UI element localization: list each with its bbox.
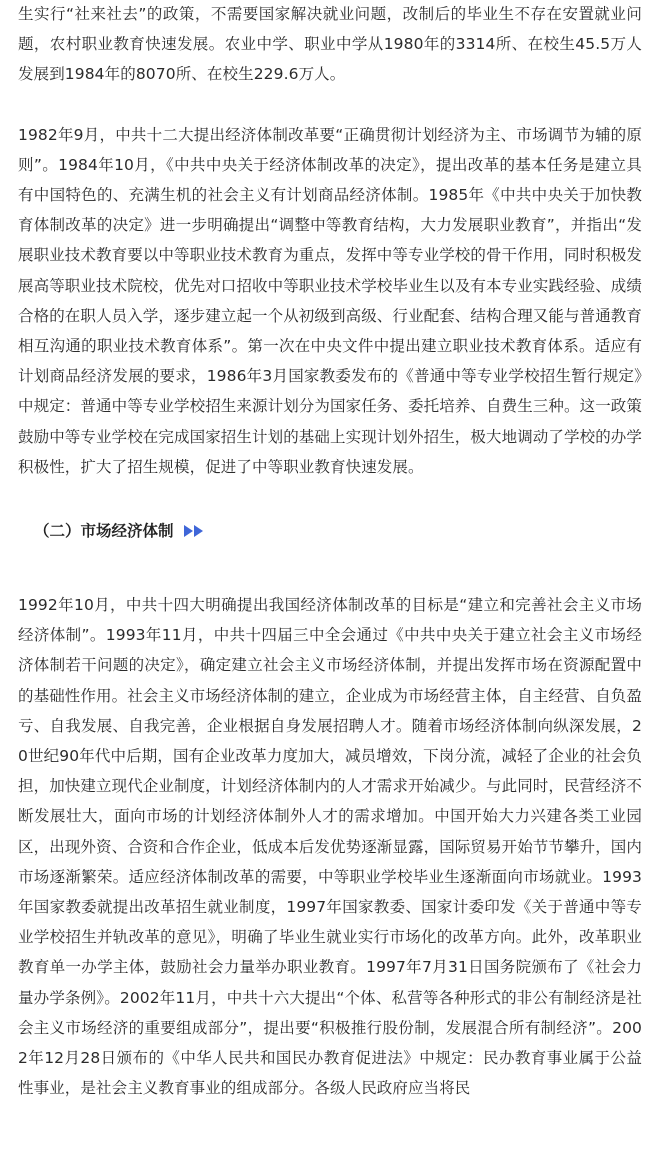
paragraph-planned-commodity-economy: 1982年9月，中共十二大提出经济体制改革要“正确贯彻计划经济为主、市场调节为辅的原则”。1984年10月，《中共中央关于经济体制改革的决定》，提出改革的基本任务是建立具有中国特色的、充满生机的社会主义有计划商品经济体制。1985年《中共中央关于加快教育体制改革的决定》进一步明确提出“调整中等教育结构，大力发展职业教育”，并指出“发展职业技术教育要以中等职业技术教育为重点，发挥中等专业学校的骨干作用，同时积极发展高等职业技术院校，优先对口招收中等职业技术学校毕业生以及有本专业实践经验、成绩合格的在职人员入学，逐步建立起一个从初级到高级、行业配套、结构合理又能与普通教育相互沟通的职业技术教育体系”。第一次在中央文件中提出建立职业技术教育体系。适应有计划商品经济发展的要求，1986年3月国家教委发布的《普通中等专业学校招生暂行规定》中规定：普通中等专业学校招生来源计划分为国家任务、委托培养、自费生三种。这一政策鼓励中等专业学校在完成国家招生计划的基础上实现计划外招生，极大地调动了学校的办学积极性，扩大了招生规模，促进了中等职业教育快速发展。 bbox=[18, 125, 643, 476]
paragraph-market-economy-system: 1992年10月，中共十四大明确提出我国经济体制改革的目标是“建立和完善社会主义市场经济体制”。1993年11月，中共十四届三中全会通过《中共中央关于建立社会主义市场经济体制若干问题的决定》，确定建立社会主义市场经济体制，并提出发挥市场在资源配置中的基础性作用。社会主义市场经济体制的建立，企业成为市场经营主体，自主经营、自负盈亏、自我发展、自我完善，企业根据自身发展招聘人才。随着市场经济体制向纵深发展，20世纪90年代中后期，国有企业改革力度加大，减员增效，下岗分流，减轻了企业的社会负担，加快建立现代企业制度，计划经济体制内的人才需求开始减少。与此同时，民营经济不断发展壮大，面向市场的计划经济体制外人才的需求增加。中国开始大力兴建各类工业园区，出现外资、合资和合作企业，低成本后发优势逐渐显露，国际贸易开始节节攀升，国内市场逐渐繁荣。适应经济体制改革的需要，中等职业学校毕业生逐渐面向市场就业。1993年国家教委就提出改革招生就业制度，1997年国家教委、国家计委印发《关于普通中等专业学校招生并轨改革的意见》，明确了毕业生就业实行市场化的改革方向。此外，改革职业教育单一办学主体，鼓励社会力量举办职业教育。1997年7月31日国务院颁布了《社会力量办学条例》。2002年11月，中共十六大提出“个体、私营等各种形式的非公有制经济是社会主义市场经济的重要组成部分”，提出要“积极推行股份制，发展混合所有制经济”。2002年12月28日颁布的《中华人民共和国民办教育促进法》中规定：民办教育事业属于公益性事业，是社会主义教育事业的组成部分。各级人民政府应当将民 bbox=[18, 596, 643, 1098]
paragraph-rural-vocational-education: 生实行“社来社去”的政策，不需要国家解决就业问题，改制后的毕业生不存在安置就业问题，农村职业教育快速发展。农业中学、职业中学从1980年的3314所、在校生45.5万人发展到1984年的8070所、在校生229.6万人。 bbox=[18, 5, 642, 84]
section-heading-title: （二）市场经济体制 bbox=[34, 522, 174, 541]
double-play-arrow-icon bbox=[184, 525, 204, 537]
section-heading bbox=[18, 516, 642, 546]
